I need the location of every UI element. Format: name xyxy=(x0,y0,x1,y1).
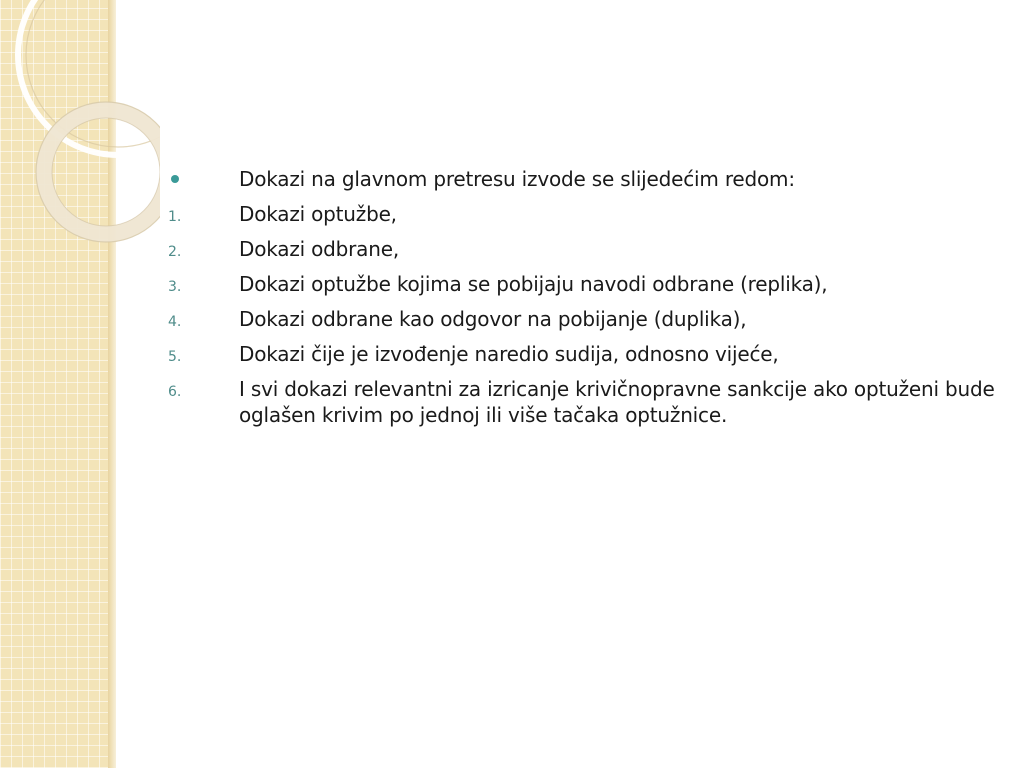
list-item xyxy=(0,374,1024,438)
list-item-text: Dokazi optužbe kojima se pobijaju navodi odbrane (replika), xyxy=(239,272,828,296)
bullet-dot-icon xyxy=(171,175,179,183)
list-item-text: Dokazi odbrane kao odgovor na pobijanje (duplika), xyxy=(239,307,747,331)
list-item xyxy=(0,234,1024,269)
list-marker: 2. xyxy=(168,244,182,260)
list-marker: 5. xyxy=(168,349,182,365)
list-marker: 4. xyxy=(168,314,182,330)
list-item xyxy=(0,304,1024,339)
list-item-text: Dokazi optužbe, xyxy=(239,202,397,226)
list-item-text: Dokazi čije je izvođenje naredio sudija, odnosno vijeće, xyxy=(239,342,779,366)
list-marker: 3. xyxy=(168,279,182,295)
list-marker: 1. xyxy=(168,209,182,225)
list-item-text: Dokazi odbrane, xyxy=(239,237,399,261)
list-item xyxy=(0,199,1024,234)
list-marker: 6. xyxy=(168,384,182,400)
list-item-text: I svi dokazi relevantni za izricanje krivičnopravne sankcije ako optuženi bude oglašen krivim po jednoj ili više tačaka optužnice. xyxy=(239,377,995,427)
intro-row xyxy=(0,164,1024,199)
slide-content xyxy=(0,164,1024,438)
intro-text: Dokazi na glavnom pretresu izvode se slijedećim redom: xyxy=(239,167,795,191)
list-item xyxy=(0,339,1024,374)
list-item xyxy=(0,269,1024,304)
